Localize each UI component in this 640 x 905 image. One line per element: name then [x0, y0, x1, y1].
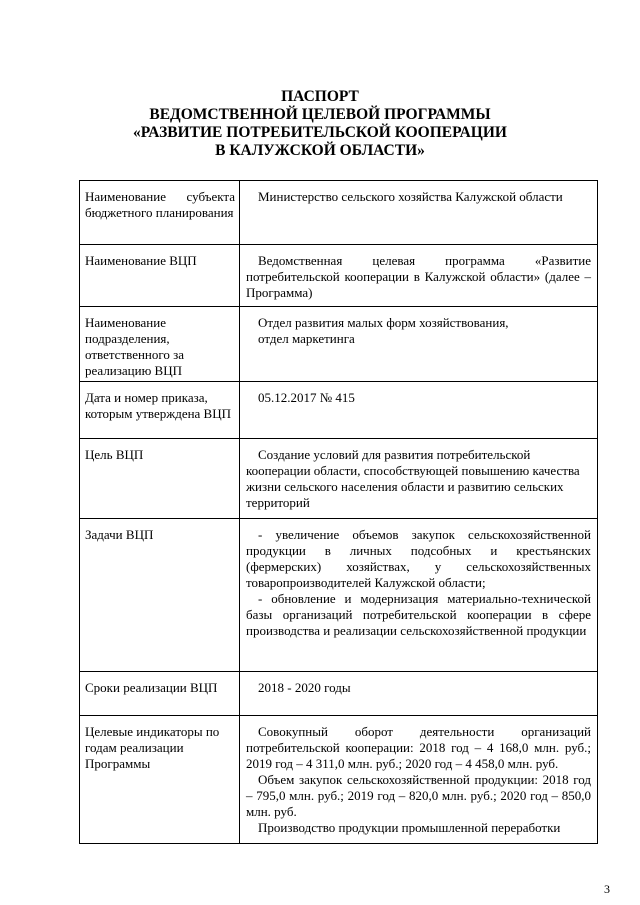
row-value: Создание условий для развития потребительской кооперации области, способствующей повышению качества жизни сельского населения области и развитию сельских территорий: [240, 439, 598, 519]
indicator-item: Объем закупок сельскохозяйственной продукции: 2018 год – 795,0 млн. руб.; 2019 год – 820,0 млн. руб.; 2020 год – 850,0 млн. руб.: [246, 772, 591, 819]
task-item: - обновление и модернизация материально-технической базы организаций потребительской кооперации в сфере производства и реализации сельскохозяйственной продукции: [246, 591, 591, 638]
table-row-order: [80, 382, 598, 439]
row-label: Наименование субъекта бюджетного планирования: [80, 181, 240, 245]
indicator-item: Производство продукции промышленной переработки: [258, 820, 561, 835]
table-row-terms: [80, 672, 598, 716]
indicator-item: Совокупный оборот деятельности организаций потребительской кооперации: 2018 год – 4 168,0 млн. руб.; 2019 год – 4 311,0 млн. руб.; 2020 год – 4 458,0 млн. руб.: [246, 724, 591, 771]
row-label: Целевые индикаторы по годам реализации Программы: [80, 716, 240, 844]
heading-line-1: ПАСПОРТ: [281, 88, 359, 105]
table-row-goal: [80, 439, 598, 519]
value-line: отдел маркетинга: [258, 331, 355, 346]
row-value: [240, 307, 598, 382]
table-row-tasks: [80, 519, 598, 672]
heading-line-3: «РАЗВИТИЕ ПОТРЕБИТЕЛЬСКОЙ КООПЕРАЦИИ: [133, 124, 507, 141]
row-value: Ведомственная целевая программа «Развитие потребительской кооперации в Калужской области» (далее – Программа): [240, 245, 598, 307]
value-line: Отдел развития малых форм хозяйствования,: [258, 315, 509, 330]
row-label: Задачи ВЦП: [80, 519, 240, 672]
table-row-program-name: [80, 245, 598, 307]
row-label: Цель ВЦП: [80, 439, 240, 519]
passport-table: [79, 180, 598, 844]
page-number: 3: [604, 882, 610, 896]
row-label: Сроки реализации ВЦП: [80, 672, 240, 716]
heading-line-2: ВЕДОМСТВЕННОЙ ЦЕЛЕВОЙ ПРОГРАММЫ: [149, 106, 491, 123]
table-row-subject: [80, 181, 598, 245]
row-label: Наименование ВЦП: [80, 245, 240, 307]
heading-line-4: В КАЛУЖСКОЙ ОБЛАСТИ»: [215, 142, 425, 159]
table-row-indicators: [80, 716, 598, 844]
row-value: 05.12.2017 № 415: [240, 382, 598, 439]
row-label: Наименование подразделения, ответственного за реализацию ВЦП: [80, 307, 240, 382]
task-item: - увеличение объемов закупок сельскохозяйственной продукции в личных подсобных и крестьянских (фермерских) хозяйствах, у сельскохозяйственных товаропроизводителей Калужской области;: [246, 527, 591, 590]
row-value: [240, 519, 598, 672]
row-value: [240, 716, 598, 844]
table-row-department: [80, 307, 598, 382]
row-label: Дата и номер приказа, которым утверждена ВЦП: [80, 382, 240, 439]
row-value: 2018 - 2020 годы: [240, 672, 598, 716]
passport-heading: [0, 88, 640, 160]
row-value: Министерство сельского хозяйства Калужской области: [240, 181, 598, 245]
